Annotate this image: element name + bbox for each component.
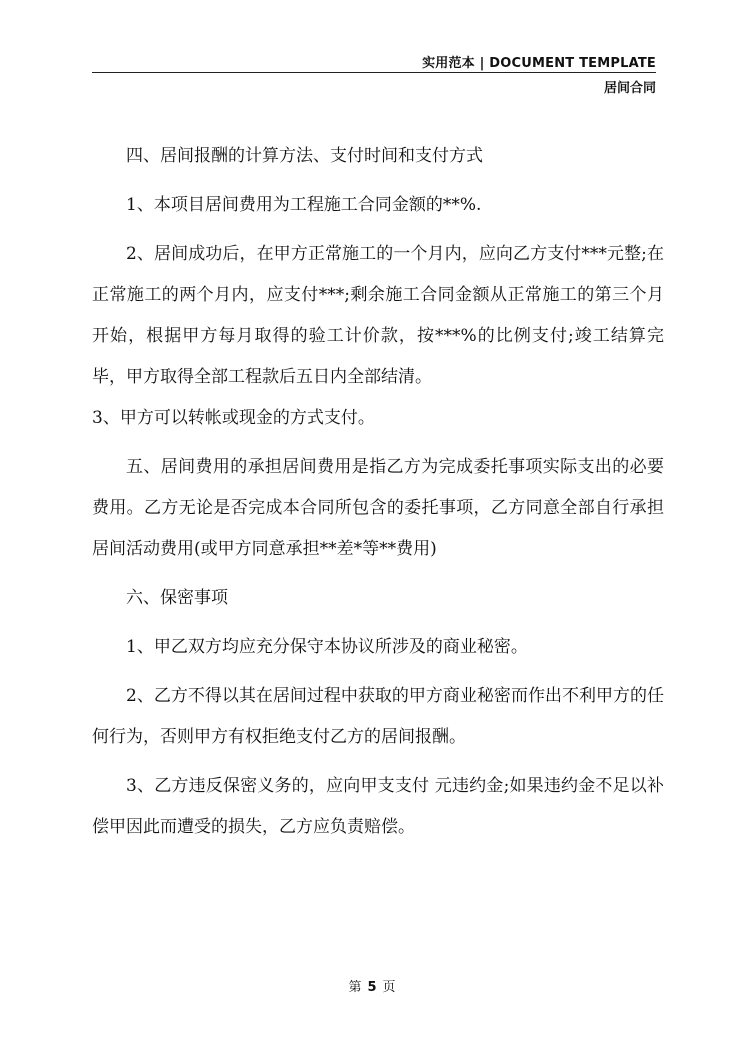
header-divider [92,72,656,73]
paragraph-4-1: 1、本项目居间费用为工程施工合同金额的**%. [126,195,482,215]
header-title: 实用范本 | DOCUMENT TEMPLATE [422,56,656,71]
paragraph-4-2: 2、居间成功后，在甲方正常施工的一个月内，应向乙方支付***元整;在正常施工的两个月内，应支付***;剩余施工合同金额从正常施工的第三个月开始，根据甲方每月取得的验工计价款，按***%的比例支付;竣工结算完毕，甲方取得全部工程款后五日内全部结清。 [92,244,664,387]
document-body [92,136,664,856]
paragraph-6-2: 2、乙方不得以其在居间过程中获取的甲方商业秘密而作出不利甲方的任何行为，否则甲方有权拒绝支付乙方的居间报酬。 [92,686,664,747]
section-heading-6: 六、保密事项 [126,588,228,608]
paragraph-6-1: 1、甲乙双方均应充分保守本协议所涉及的商业秘密。 [126,637,528,657]
paragraph-4-3: 3、甲方可以转帐或现金的方式支付。 [92,408,375,428]
page-header [0,0,744,100]
section-heading-5: 五、居间费用的承担居间费用是指乙方为完成委托事项实际支出的必要费用。乙方无论是否完成本合同所包含的委托事项，乙方同意全部自行承担居间活动费用(或甲方同意承担**差*等**费用) [92,457,664,559]
page-suffix: 页 [382,980,396,995]
paragraph-6-3: 3、乙方违反保密义务的，应向甲支支付 元违约金;如果违约金不足以补偿甲因此而遭受的损失，乙方应负责赔偿。 [92,776,664,837]
section-heading-4: 四、居间报酬的计算方法、支付时间和支付方式 [126,146,483,166]
page-prefix: 第 [348,980,362,995]
page-number: 5 [367,980,377,995]
header-subtitle: 居间合同 [603,81,656,96]
page-footer [0,976,744,995]
